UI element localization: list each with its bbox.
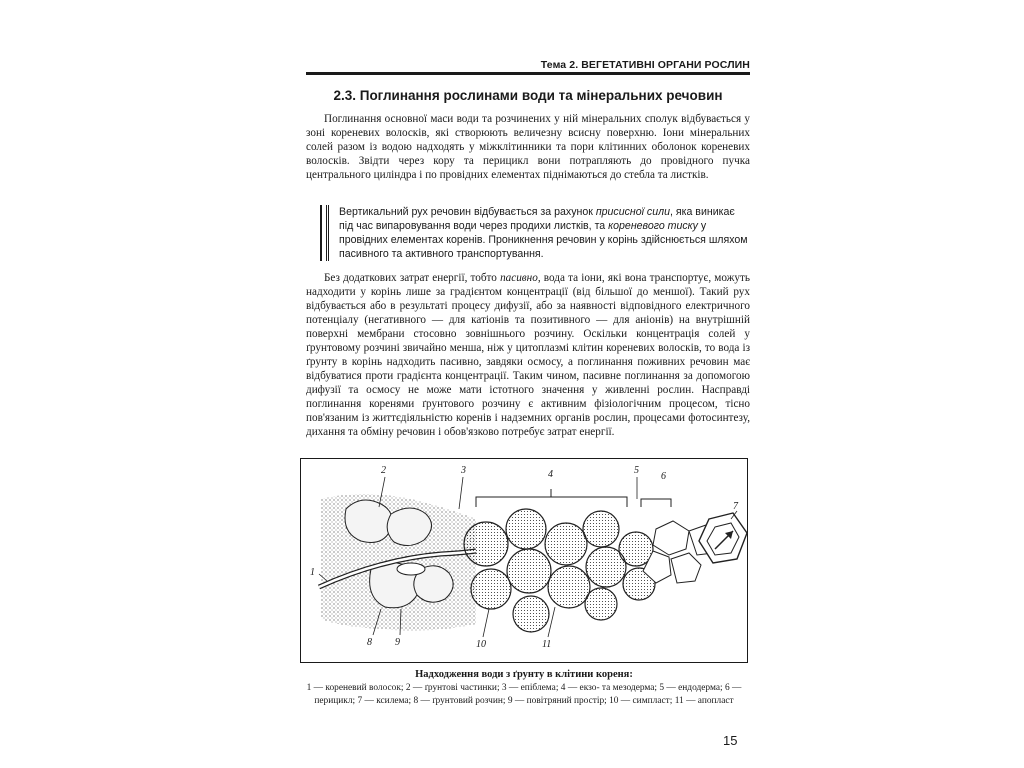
note-text-a: Вертикальний рух речовин відбувається за рахунок xyxy=(339,206,596,218)
root-cross-section-illustration xyxy=(301,459,749,664)
figure-label-7: 7 xyxy=(733,501,738,512)
note-term-suction: присисної сили xyxy=(595,206,670,218)
root-water-uptake-figure xyxy=(300,458,748,663)
figure-caption-legend: 1 — кореневий волосок; 2 — ґрунтові частинки; 3 — епіблема; 4 — екзо- та мезодерма; 5 — ендодерма; 6 — перицикл; 7 — ксилема; 8 — ґрунтовий розчин; 9 — повітряний простір; 10 — симпласт; 11 — апопласт xyxy=(306,683,742,706)
figure-label-5: 5 xyxy=(634,465,639,476)
highlight-note xyxy=(326,205,750,261)
header-rule xyxy=(306,72,750,75)
p2-text-a: Без додаткових затрат енергії, тобто xyxy=(324,272,501,284)
figure-label-11: 11 xyxy=(542,639,552,650)
figure-label-3: 3 xyxy=(461,465,466,476)
figure-label-8: 8 xyxy=(367,637,372,648)
note-term-root-pressure: кореневого тиску xyxy=(608,220,698,232)
p2-text-c: , вода та іони, які вона транспортує, можуть надходити у корінь лише за градієнтом концентрації (від більшої до меншої). Такий рух відбувається або в результаті процесу дифузії, або за наявності відповідного електричного потенціалу (негативного — для катіонів та позитивного — для аніонів) на внутрішній поверхні мембрани стосовно зовнішнього розчину. Оскільки концентрація солей у ґрунтовому розчині звичайно менша, ніж у цитоплазмі клітин кореневих волосків, то вода із ґрунту в корінь надходить пасивно, завдяки осмосу, а поглинання поживних речовин має відбуватися проти градієнта концентрації. Таким чином, пасивне поглинання за допомогою дифузії та осмосу не може мати істотного значення у живленні рослин. Насправді поглинання коренями ґрунтового розчину є активним фізіологічним процесом, тісно пов'язаним із життєдіяльністю коренів і надземних органів рослин, процесами фотосинтезу, дихання та обміну речовин і обов'язково потребує затрат енергії. xyxy=(306,272,750,438)
page-number: 15 xyxy=(723,733,738,748)
figure-label-9: 9 xyxy=(395,637,400,648)
paragraph-passive-transport xyxy=(306,271,750,439)
figure-label-6: 6 xyxy=(661,471,666,482)
note-text-e: у провідних елементах коренів. Проникнення речовин у корінь здійснюється шляхом пасивного та активного транспортування. xyxy=(339,220,748,260)
figure-caption-title: Надходження води з ґрунту в клітини кореня: xyxy=(415,669,633,680)
p2-term-passive: пасивно xyxy=(500,272,538,284)
note-bar xyxy=(320,205,322,261)
paragraph-intro: Поглинання основної маси води та розчинених у ній мінеральних сполук відбувається у зоні кореневих волосків, які створюють величезну всисну поверхню. Іони мінеральних солей разом із водою надходять у міжклітинники та пори клітинних оболонок кореневих волосків. Звідти через кору та перицикл вони потрапляють до провідного пучка центрального циліндра і по провідних елементах піднімаються до стебла та листків. xyxy=(306,113,750,181)
note-text-c: , яка виникає під час випаровування води через продихи листків, та xyxy=(339,206,735,232)
running-head: Тема 2. ВЕГЕТАТИВНІ ОРГАНИ РОСЛИН xyxy=(540,59,750,71)
figure-label-1: 1 xyxy=(310,567,315,578)
section-title: 2.3. Поглинання рослинами води та мінеральних речовин xyxy=(333,88,723,103)
figure-label-4: 4 xyxy=(548,469,553,480)
figure-label-2: 2 xyxy=(381,465,386,476)
figure-label-10: 10 xyxy=(476,639,486,650)
